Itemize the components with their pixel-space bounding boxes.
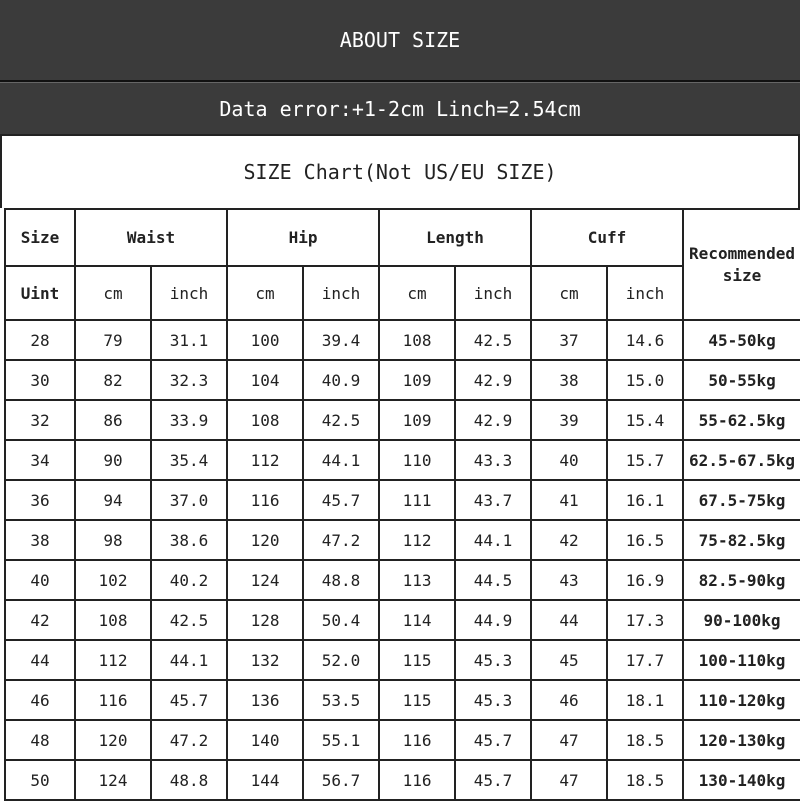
waist-inch-cell: 44.1 <box>151 640 227 680</box>
recommended-size-cell: 90-100kg <box>683 600 800 640</box>
about-size-title: ABOUT SIZE <box>0 0 800 82</box>
size-cell: 44 <box>5 640 75 680</box>
cuff-header: Cuff <box>531 209 683 266</box>
unit-cell: cm <box>379 266 455 320</box>
waist-cm-cell: 86 <box>75 400 151 440</box>
cuff-cm-cell: 43 <box>531 560 607 600</box>
hip-inch-cell: 39.4 <box>303 320 379 360</box>
recommended-size-cell: 50-55kg <box>683 360 800 400</box>
recommended-size-cell: 110-120kg <box>683 680 800 720</box>
cuff-inch-cell: 18.5 <box>607 720 683 760</box>
waist-inch-cell: 33.9 <box>151 400 227 440</box>
recommended-size-cell: 120-130kg <box>683 720 800 760</box>
hip-cm-cell: 104 <box>227 360 303 400</box>
table-row <box>5 520 800 560</box>
table-row <box>5 600 800 640</box>
hip-cm-cell: 116 <box>227 480 303 520</box>
length-cm-cell: 116 <box>379 760 455 800</box>
cuff-cm-cell: 45 <box>531 640 607 680</box>
length-inch-cell: 45.7 <box>455 760 531 800</box>
hip-inch-cell: 44.1 <box>303 440 379 480</box>
size-cell: 34 <box>5 440 75 480</box>
unit-cell: cm <box>531 266 607 320</box>
size-cell: 36 <box>5 480 75 520</box>
waist-cm-cell: 94 <box>75 480 151 520</box>
hip-inch-cell: 50.4 <box>303 600 379 640</box>
waist-inch-cell: 32.3 <box>151 360 227 400</box>
table-row <box>5 640 800 680</box>
cuff-inch-cell: 15.4 <box>607 400 683 440</box>
waist-inch-cell: 31.1 <box>151 320 227 360</box>
recommended-size-cell: 45-50kg <box>683 320 800 360</box>
cuff-inch-cell: 15.0 <box>607 360 683 400</box>
length-inch-cell: 44.9 <box>455 600 531 640</box>
hip-cm-cell: 100 <box>227 320 303 360</box>
cuff-inch-cell: 18.5 <box>607 760 683 800</box>
length-inch-cell: 45.3 <box>455 680 531 720</box>
size-cell: 28 <box>5 320 75 360</box>
cuff-cm-cell: 37 <box>531 320 607 360</box>
size-cell: 32 <box>5 400 75 440</box>
waist-inch-cell: 38.6 <box>151 520 227 560</box>
waist-inch-cell: 42.5 <box>151 600 227 640</box>
waist-cm-cell: 116 <box>75 680 151 720</box>
table-row <box>5 760 800 800</box>
length-cm-cell: 111 <box>379 480 455 520</box>
hip-cm-cell: 124 <box>227 560 303 600</box>
waist-inch-cell: 37.0 <box>151 480 227 520</box>
waist-inch-cell: 45.7 <box>151 680 227 720</box>
table-row <box>5 680 800 720</box>
recommended-size-header: Recommended size <box>683 209 800 320</box>
waist-cm-cell: 124 <box>75 760 151 800</box>
length-inch-cell: 45.7 <box>455 720 531 760</box>
length-cm-cell: 115 <box>379 680 455 720</box>
table-row <box>5 560 800 600</box>
cuff-inch-cell: 18.1 <box>607 680 683 720</box>
hip-cm-cell: 144 <box>227 760 303 800</box>
length-cm-cell: 109 <box>379 360 455 400</box>
waist-inch-cell: 47.2 <box>151 720 227 760</box>
size-cell: 48 <box>5 720 75 760</box>
size-cell: 38 <box>5 520 75 560</box>
unit-cell: inch <box>607 266 683 320</box>
waist-cm-cell: 98 <box>75 520 151 560</box>
size-cell: 50 <box>5 760 75 800</box>
hip-inch-cell: 53.5 <box>303 680 379 720</box>
recommended-size-cell: 62.5-67.5kg <box>683 440 800 480</box>
hip-cm-cell: 140 <box>227 720 303 760</box>
cuff-cm-cell: 38 <box>531 360 607 400</box>
waist-cm-cell: 90 <box>75 440 151 480</box>
length-cm-cell: 113 <box>379 560 455 600</box>
cuff-inch-cell: 16.5 <box>607 520 683 560</box>
unit-cell: cm <box>75 266 151 320</box>
length-inch-cell: 43.3 <box>455 440 531 480</box>
size-chart-table <box>4 208 800 801</box>
length-inch-cell: 42.9 <box>455 360 531 400</box>
cuff-cm-cell: 47 <box>531 720 607 760</box>
length-inch-cell: 45.3 <box>455 640 531 680</box>
cuff-inch-cell: 16.1 <box>607 480 683 520</box>
length-inch-cell: 43.7 <box>455 480 531 520</box>
unit-cell: cm <box>227 266 303 320</box>
header-row-units <box>5 266 800 320</box>
table-row <box>5 480 800 520</box>
hip-inch-cell: 42.5 <box>303 400 379 440</box>
length-cm-cell: 115 <box>379 640 455 680</box>
recommended-size-cell: 55-62.5kg <box>683 400 800 440</box>
waist-inch-cell: 40.2 <box>151 560 227 600</box>
hip-inch-cell: 47.2 <box>303 520 379 560</box>
waist-inch-cell: 48.8 <box>151 760 227 800</box>
length-inch-cell: 44.5 <box>455 560 531 600</box>
recommended-size-cell: 75-82.5kg <box>683 520 800 560</box>
cuff-inch-cell: 15.7 <box>607 440 683 480</box>
table-row <box>5 320 800 360</box>
length-inch-cell: 42.9 <box>455 400 531 440</box>
waist-cm-cell: 79 <box>75 320 151 360</box>
hip-cm-cell: 112 <box>227 440 303 480</box>
length-inch-cell: 42.5 <box>455 320 531 360</box>
length-header: Length <box>379 209 531 266</box>
hip-inch-cell: 52.0 <box>303 640 379 680</box>
size-cell: 42 <box>5 600 75 640</box>
waist-cm-cell: 112 <box>75 640 151 680</box>
hip-cm-cell: 120 <box>227 520 303 560</box>
recommended-size-cell: 100-110kg <box>683 640 800 680</box>
cuff-cm-cell: 46 <box>531 680 607 720</box>
cuff-cm-cell: 44 <box>531 600 607 640</box>
length-inch-cell: 44.1 <box>455 520 531 560</box>
waist-cm-cell: 82 <box>75 360 151 400</box>
table-row <box>5 400 800 440</box>
unit-cell: inch <box>455 266 531 320</box>
table-row <box>5 440 800 480</box>
size-cell: 30 <box>5 360 75 400</box>
unit-cell: inch <box>151 266 227 320</box>
hip-cm-cell: 132 <box>227 640 303 680</box>
size-cell: 46 <box>5 680 75 720</box>
table-row <box>5 720 800 760</box>
hip-cm-cell: 136 <box>227 680 303 720</box>
recommended-size-cell: 67.5-75kg <box>683 480 800 520</box>
waist-header: Waist <box>75 209 227 266</box>
waist-cm-cell: 102 <box>75 560 151 600</box>
cuff-cm-cell: 42 <box>531 520 607 560</box>
size-cell: 40 <box>5 560 75 600</box>
hip-inch-cell: 45.7 <box>303 480 379 520</box>
recommended-size-cell: 130-140kg <box>683 760 800 800</box>
length-cm-cell: 108 <box>379 320 455 360</box>
cuff-inch-cell: 14.6 <box>607 320 683 360</box>
cuff-inch-cell: 17.3 <box>607 600 683 640</box>
hip-cm-cell: 108 <box>227 400 303 440</box>
cuff-cm-cell: 47 <box>531 760 607 800</box>
hip-header: Hip <box>227 209 379 266</box>
length-cm-cell: 110 <box>379 440 455 480</box>
length-cm-cell: 116 <box>379 720 455 760</box>
size-chart-title: SIZE Chart(Not US/EU SIZE) <box>0 134 800 208</box>
length-cm-cell: 114 <box>379 600 455 640</box>
header-row-groups <box>5 209 800 266</box>
length-cm-cell: 109 <box>379 400 455 440</box>
unit-cell: inch <box>303 266 379 320</box>
hip-inch-cell: 56.7 <box>303 760 379 800</box>
hip-inch-cell: 55.1 <box>303 720 379 760</box>
unit-header: Uint <box>5 266 75 320</box>
cuff-cm-cell: 39 <box>531 400 607 440</box>
cuff-cm-cell: 40 <box>531 440 607 480</box>
cuff-cm-cell: 41 <box>531 480 607 520</box>
data-error-note: Data error:+1-2cm Linch=2.54cm <box>0 82 800 134</box>
waist-cm-cell: 108 <box>75 600 151 640</box>
recommended-size-cell: 82.5-90kg <box>683 560 800 600</box>
hip-cm-cell: 128 <box>227 600 303 640</box>
waist-cm-cell: 120 <box>75 720 151 760</box>
cuff-inch-cell: 16.9 <box>607 560 683 600</box>
cuff-inch-cell: 17.7 <box>607 640 683 680</box>
hip-inch-cell: 40.9 <box>303 360 379 400</box>
table-row <box>5 360 800 400</box>
size-header: Size <box>5 209 75 266</box>
hip-inch-cell: 48.8 <box>303 560 379 600</box>
length-cm-cell: 112 <box>379 520 455 560</box>
waist-inch-cell: 35.4 <box>151 440 227 480</box>
